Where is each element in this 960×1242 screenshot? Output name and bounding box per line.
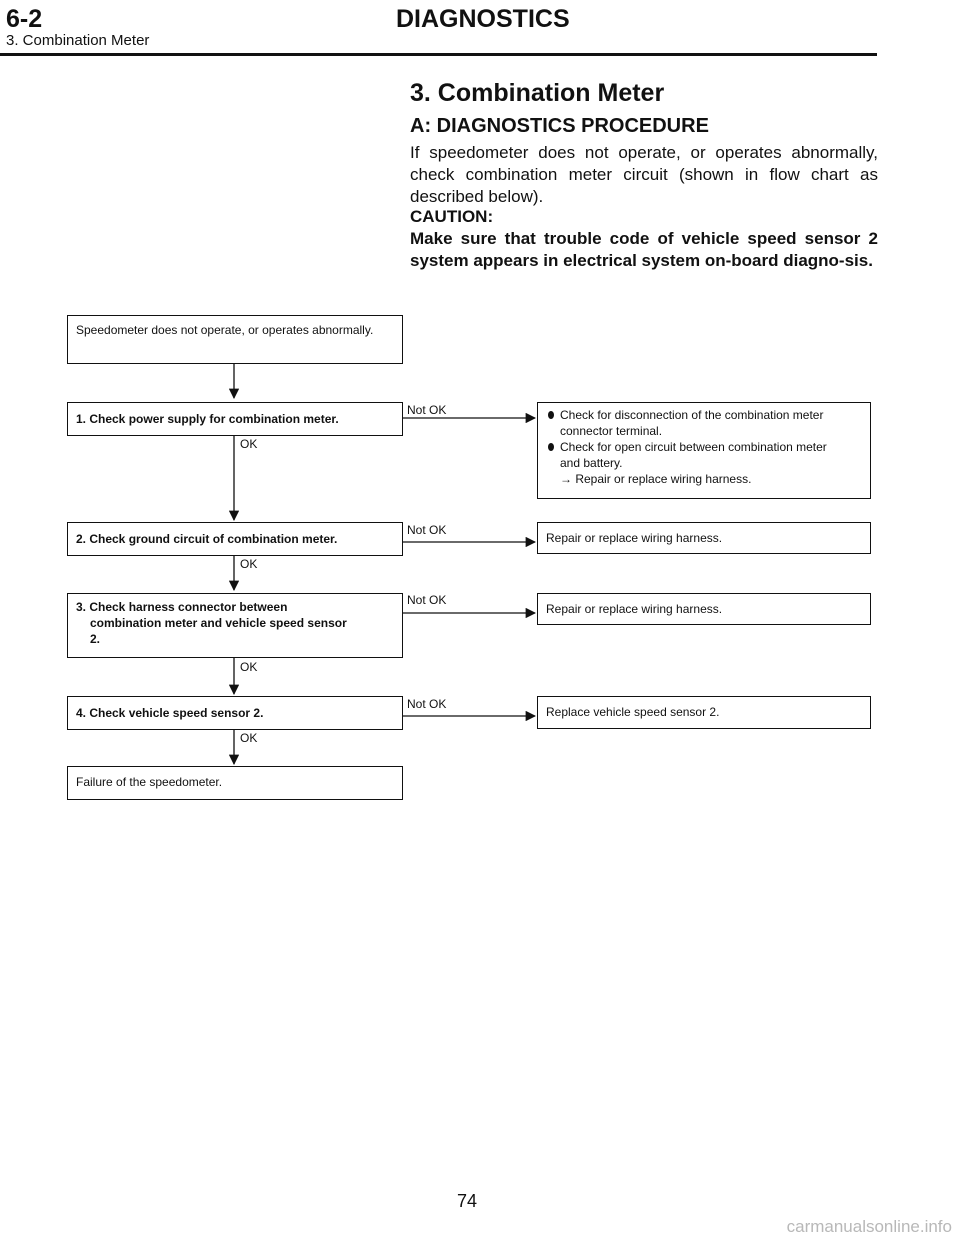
flow-step-3-label-cont: combination meter and vehicle speed sensor — [90, 616, 347, 630]
flow-start-box — [67, 315, 403, 364]
section-title: 3. Combination Meter — [410, 79, 665, 107]
flow-result-3 — [537, 593, 871, 625]
not-ok-label-4: Not OK — [407, 697, 447, 711]
result-1-bullet-2-line-1: Check for open circuit between combination meter — [560, 440, 827, 454]
ok-label-3: OK — [240, 660, 258, 674]
flow-step-3-label-cont2: 2. — [90, 632, 101, 646]
result-1-bullet-1-line-2: connector terminal. — [560, 424, 663, 438]
result-1-bullet-1-line-1: Check for disconnection of the combination meter — [560, 408, 824, 422]
flow-step-1 — [67, 402, 403, 436]
not-ok-label-1: Not OK — [407, 403, 447, 417]
result-2-text: Repair or replace wiring harness. — [546, 531, 723, 545]
result-1-bullet-2-line-2: and battery. — [560, 456, 623, 470]
flow-step-4-label: 4. Check vehicle speed sensor 2. — [76, 706, 264, 720]
result-1-action-line — [546, 471, 862, 487]
flow-step-1-label: 1. Check power supply for combination meter. — [76, 412, 339, 426]
ok-label-1: OK — [240, 437, 258, 451]
result-1-bullet-1 — [546, 407, 862, 439]
not-ok-label-3: Not OK — [407, 593, 447, 607]
flow-step-4 — [67, 696, 403, 730]
page-number: 74 — [456, 1191, 478, 1211]
right-arrow-icon: → — [560, 472, 572, 486]
section-code: 6-2 — [6, 5, 43, 33]
flow-end-text: Failure of the speedometer. — [76, 775, 223, 789]
not-ok-label-2: Not OK — [407, 523, 447, 537]
flow-result-2 — [537, 522, 871, 554]
result-3-text: Repair or replace wiring harness. — [546, 602, 723, 616]
header-rule — [0, 53, 877, 56]
flow-result-1 — [537, 402, 871, 499]
result-1-list — [546, 407, 862, 471]
flow-step-3-label: 3. Check harness connector between — [76, 600, 288, 614]
ok-label-4: OK — [240, 731, 258, 745]
result-1-bullet-2 — [546, 439, 862, 471]
flow-step-2-label: 2. Check ground circuit of combination meter. — [76, 532, 338, 546]
intro-paragraph: If speedometer does not operate, or operates abnormally, check combination meter circuit (shown in flow chart as described below). — [410, 143, 878, 206]
flow-end-box — [67, 766, 403, 800]
running-subtitle: 3. Combination Meter — [6, 32, 150, 49]
flow-step-2 — [67, 522, 403, 556]
caution-text: Make sure that trouble code of vehicle speed sensor 2 system appears in electrical system on-board diagno-sis. — [410, 229, 878, 270]
section-subtitle: A: DIAGNOSTICS PROCEDURE — [410, 115, 709, 137]
flow-start-text: Speedometer does not operate, or operates abnormally. — [76, 323, 374, 337]
chapter-title: DIAGNOSTICS — [396, 5, 570, 33]
flow-step-3 — [67, 593, 403, 658]
watermark: carmanualsonline.info — [786, 1217, 952, 1236]
result-1-action: Repair or replace wiring harness. — [575, 472, 752, 486]
result-4-text: Replace vehicle speed sensor 2. — [546, 705, 720, 719]
ok-label-2: OK — [240, 557, 258, 571]
caution-heading: CAUTION: — [410, 207, 494, 226]
flow-result-4 — [537, 696, 871, 729]
